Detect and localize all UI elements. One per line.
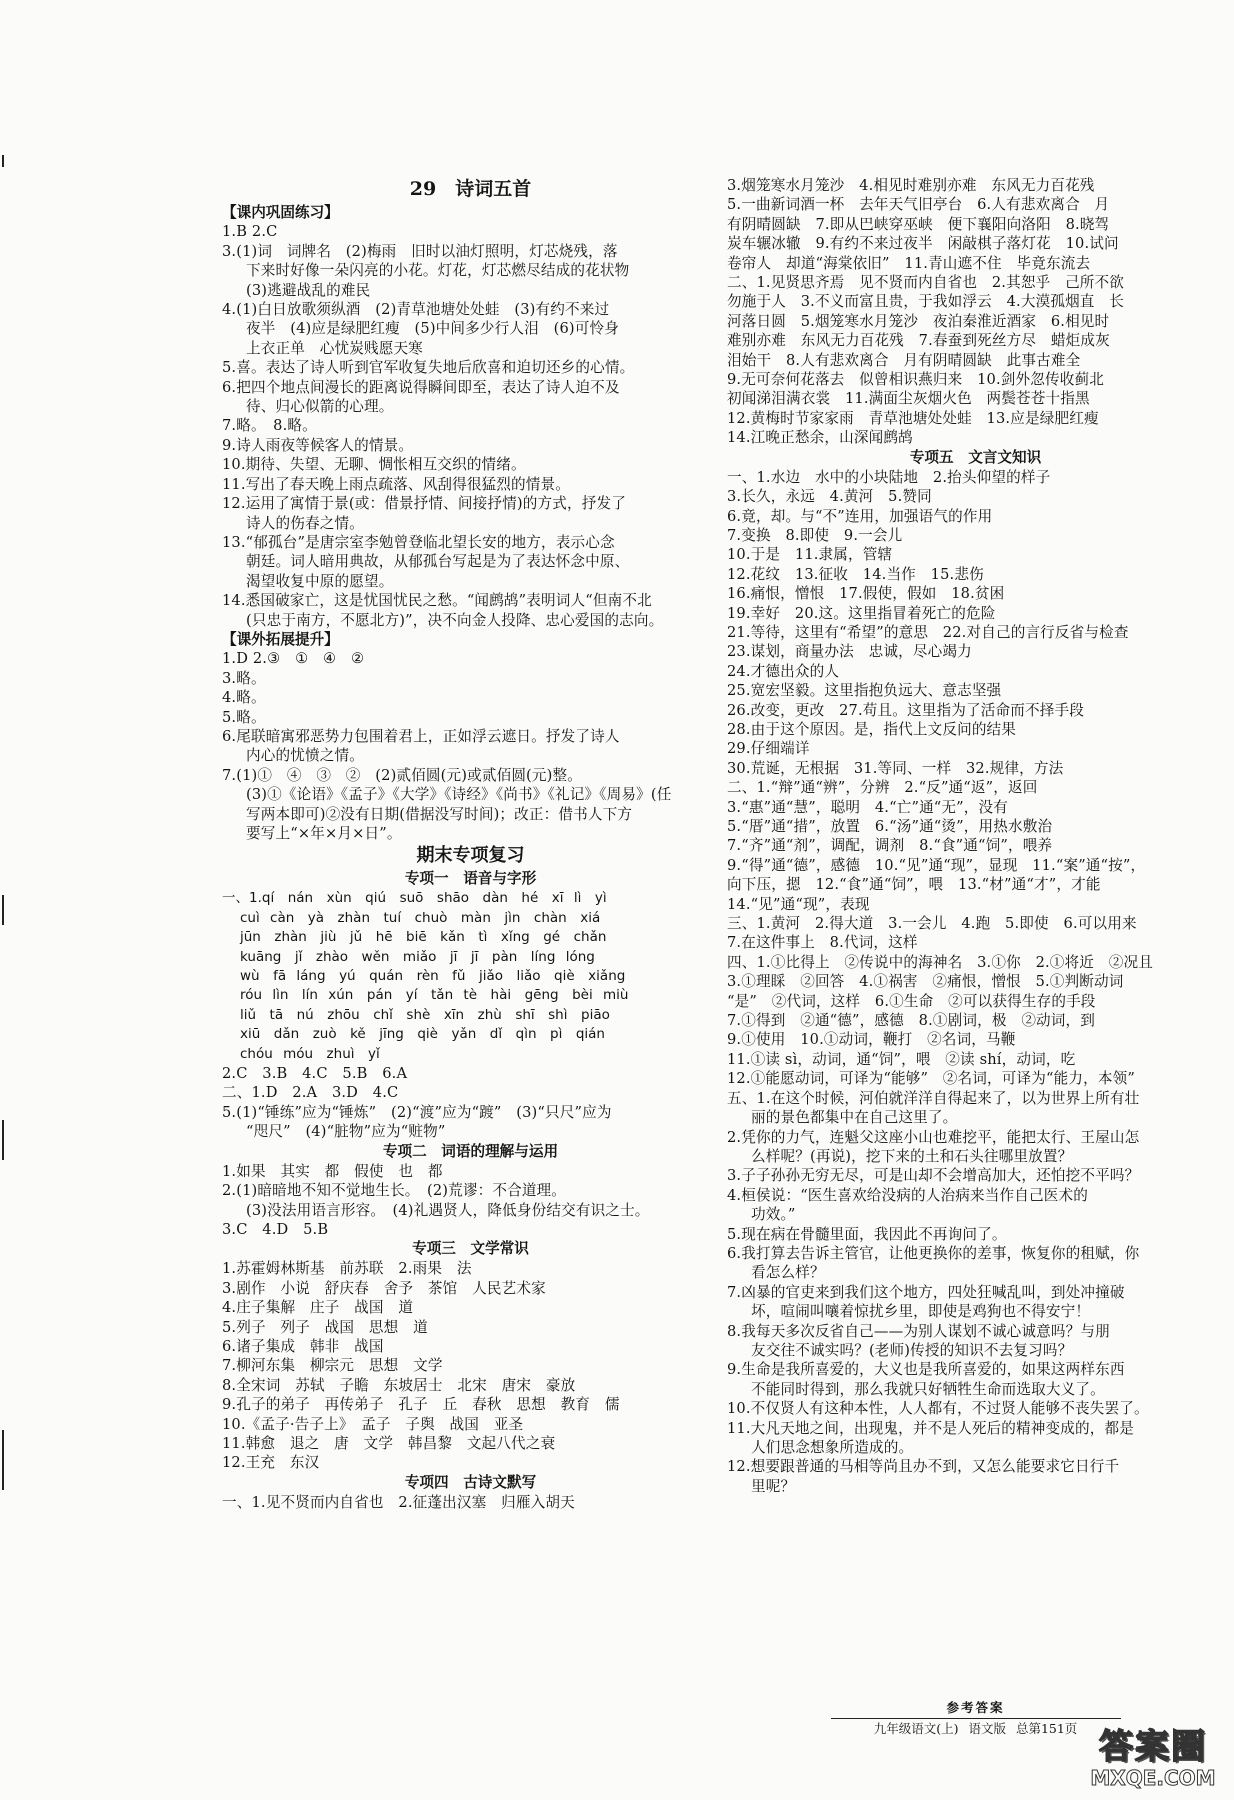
answer-line: 24.才德出众的人 [727, 662, 840, 680]
answer-line: 8.全宋词 苏轼 子瞻 东坡居士 北宋 唐宋 豪放 [222, 1376, 576, 1394]
answer-line: 二、1.D 2.A 3.D 4.C [222, 1084, 399, 1102]
answer-line: 8.我每天多次反省自己——为别人谋划不诚心诚意吗？与朋 [727, 1322, 1110, 1340]
answer-line: 25.宽宏坚毅。这里指抱负远大、意志坚强 [727, 682, 1002, 700]
answer-line: 5.列子 列子 战国 思想 道 [222, 1318, 428, 1336]
answer-line: 7.①得到 ②通“德”，感德 8.①剧词，极 ②动词，到 [727, 1012, 1096, 1030]
answer-list [222, 1162, 719, 1240]
answer-line: 3.①理睬 ②回答 4.①祸害 ②痛恨，憎恨 5.①判断动词 [727, 973, 1124, 991]
answer-line: 么样呢？(再说)，挖下来的土和石头往哪里放置？ [751, 1147, 1073, 1165]
subsection-heading: 专项三 文学常识 [412, 1240, 529, 1258]
answer-line: 人们思念想象所造成的。 [751, 1439, 914, 1456]
answer-line: 3.C 4.D 5.B [222, 1220, 329, 1238]
answer-line: 三、1.黄河 2.得大道 3.一会儿 4.跑 5.即使 6.可以用来 [727, 915, 1137, 933]
footer-title: 参考答案 [946, 1700, 1005, 1715]
answer-line: 12.花纹 13.征收 14.当作 15.悲伤 [727, 565, 984, 583]
answer-line: 朝廷。词人暗用典故，从郁孤台写起是为了表达怀念中原、 [246, 553, 630, 571]
answer-line: 五、1.在这个时候，河伯就洋洋自得起来了，以为世界上所有壮 [727, 1089, 1140, 1107]
answer-line: 四、1.①比得上 ②传说中的海神名 3.①你 2.①将近 ②况且 [727, 953, 1154, 971]
answer-line: 9.①使用 10.①动词，鞭打 ②名词，马鞭 [727, 1031, 1016, 1049]
answer-line: 6.我打算去告诉主管官，让他更换你的差事，恢复你的租赋，你 [727, 1244, 1140, 1262]
answer-line: (只忠于南方，不愿北方)”，决不向金人投降、忠心爱国的志向。 [246, 611, 664, 629]
scan-edge-mark [2, 1120, 4, 1160]
scan-edge-mark [2, 155, 4, 167]
answer-line: 上衣正单 心忧炭贱愿天寒 [246, 339, 423, 357]
answer-line: 12.想要跟普通的马相等尚且办不到，又怎么能要求它日行千 [727, 1458, 1120, 1476]
answer-line: 3.(1)词 词牌名 (2)梅雨 旧时以油灯照明，灯芯烧残，落 [222, 242, 618, 260]
answer-line: 23.谋划，商量办法 忠诚，尽心竭力 [727, 643, 972, 661]
answer-line: 11.①读 sì，动词，通“饲”，喂 ②读 shí，动词，吃 [727, 1050, 1076, 1068]
answer-line: 河落日圆 5.烟笼寒水月笼沙 夜泊秦淮近酒家 6.相见时 [727, 312, 1110, 330]
subsection-heading: 专项四 古诗文默写 [404, 1473, 537, 1491]
answer-list [222, 1259, 719, 1472]
answer-line: 功效。” [751, 1206, 796, 1224]
answer-line: 2.(1)暗暗地不知不觉地生长。 (2)荒谬：不合道理。 [222, 1182, 567, 1200]
answer-line: 炭车辗冰辙 9.有约不来过夜半 闲敲棋子落灯花 10.试问 [727, 235, 1119, 253]
answer-line: 难别亦难 东风无力百花残 7.春蚕到死丝方尽 蜡炬成灰 [727, 332, 1110, 350]
review-title: 期末专项复习 [416, 845, 525, 867]
answer-line: 里呢？ [751, 1477, 796, 1495]
footer-grade: 九年级语文(上) [873, 1721, 959, 1736]
footer-edition: 语文版 [968, 1721, 1006, 1736]
answer-line: 泪始干 8.人有悲欢离合 月有阴晴圆缺 此事古难全 [727, 351, 1081, 369]
answer-line: 26.改变，更改 27.苟且。这里指为了活命而不择手段 [727, 701, 1084, 719]
answer-line: 11.写出了春天晚上雨点疏落、风刮得很猛烈的情景。 [222, 475, 571, 493]
answer-line: 6.诸子集成 韩非 战国 [222, 1337, 384, 1355]
pinyin-line: xiū dǎn zuò kě jīng qiè yǎn dǐ qìn pì qián [240, 1026, 605, 1043]
answer-line: 3.烟笼寒水月笼沙 4.相见时难别亦难 东风无力百花残 [727, 177, 1095, 194]
answer-line: 29.仔细端详 [727, 740, 810, 758]
answer-line: 要写上“×年×月×日”。 [246, 825, 402, 842]
answer-list [222, 222, 719, 630]
answer-line: 7.“齐”通“剂”，调配，调剂 8.“食”通“饲”，喂养 [727, 837, 1053, 855]
pinyin-line: 一、1.qí nán xùn qiú suō shāo dàn hé xī lì yì [222, 890, 607, 907]
answer-line: 丽的景色都集中在自己这里了。 [751, 1109, 958, 1127]
pinyin-answers [222, 889, 719, 1064]
answer-line: 19.幸好 20.这。这里指冒着死亡的危险 [727, 604, 996, 622]
pinyin-line: cuì càn yà zhàn tuí chuò màn jìn chàn xiá [240, 909, 601, 926]
subsection-heading: 专项五 文言文知识 [909, 448, 1042, 466]
section-heading: 【课内巩固练习】 [222, 204, 339, 221]
answer-line: 5.喜。表达了诗人听到官军收复失地后欣喜和迫切还乡的心情。 [222, 359, 635, 377]
pinyin-line: liǔ tā nú zhōu chǐ shè xīn zhù shī shì piāo [240, 1006, 610, 1023]
answer-line: 10.于是 11.隶属，管辖 [727, 546, 893, 564]
lesson-title: 29 诗词五首 [409, 178, 532, 200]
answer-line: 1.D 2.③ ① ④ ② [222, 650, 365, 668]
answer-line: 向下压，摁 12.“食”通“饲”，喂 13.“材”通“才”，才能 [727, 876, 1101, 894]
answer-line: 7.在这件事上 8.代词，这样 [727, 934, 918, 952]
answer-line: 12.黄梅时节家家雨 青草池塘处处蛙 13.应是绿肥红瘦 [727, 409, 1099, 427]
answer-line: 有阴晴圆缺 7.即从巴峡穿巫峡 便下襄阳向洛阳 8.晓驾 [727, 215, 1110, 233]
answer-line: 9.无可奈何花落去 似曾相识燕归来 10.剑外忽传收蓟北 [727, 371, 1104, 389]
watermark-logo [1078, 1727, 1228, 1795]
answer-line: 诗人的伤春之情。 [246, 514, 364, 532]
answer-line: (3)逃避战乱的难民 [246, 281, 371, 299]
answer-line: 4.庄子集解 庄子 战国 道 [222, 1299, 414, 1317]
answer-line: “是” ②代词，这样 6.①生命 ②可以获得生存的手段 [727, 992, 1096, 1010]
answer-line: 1.B 2.C [222, 223, 278, 241]
section-heading: 【课外拓展提升】 [222, 630, 339, 648]
answer-line: 夜半 (4)应是绿肥红瘦 (5)中间多少行人泪 (6)可怜身 [246, 320, 619, 338]
subsection-heading: 专项一 语音与字形 [404, 870, 537, 888]
answer-line: 6.尾联暗寓邪恶势力包围着君上，正如浮云遮日。抒发了诗人 [222, 727, 620, 745]
footer-divider [831, 1718, 1121, 1719]
answer-line: 友交往不诚实吗？(老师)传授的知识不去复习吗？ [751, 1341, 1073, 1359]
answer-line: 28.由于这个原因。是，指代上文反问的结果 [727, 720, 1017, 738]
answer-line: 10.期待、失望、无聊、惆怅相互交织的情绪。 [222, 456, 526, 474]
answer-line: 3.长久，永远 4.黄河 5.赞同 [727, 488, 932, 506]
answer-line: 待、归心似箭的心理。 [246, 398, 394, 416]
answer-line: 4.桓侯说：“医生喜欢给没病的人治病来当作自己医术的 [727, 1186, 1088, 1204]
answer-line: 4.略。 [222, 689, 266, 707]
subsection-heading: 专项二 词语的理解与运用 [382, 1142, 559, 1160]
scan-edge-mark [2, 1430, 4, 1490]
answer-line: 9.诗人雨夜等候客人的情景。 [222, 436, 414, 454]
answer-line: 不能同时得到，那么我就只好牺牲生命而选取大义了。 [751, 1380, 1105, 1398]
pinyin-line: wù fā láng yú quán rèn fǔ jiǎo liǎo qiè xiǎng [240, 968, 626, 985]
answer-line: 21.等待，这里有“希望”的意思 22.对自己的言行反省与检查 [727, 623, 1129, 641]
answer-line: 一、1.水边 水中的小块陆地 2.抬头仰望的样子 [727, 468, 1051, 486]
answer-line: 3.子子孙孙无穷无尽，可是山却不会增高加大，还怕挖不平吗？ [727, 1167, 1140, 1185]
answer-line: 5.(1)“锤练”应为“锤炼” (2)“渡”应为“踱” (3)“只尺”应为 [222, 1103, 612, 1121]
pinyin-line: róu lìn lín xún pán yí tǎn tè hài gēng bèi miù [240, 987, 629, 1004]
answer-line: 7.略。 8.略。 [222, 417, 317, 435]
pinyin-line: kuāng jǐ zhào wěn miǎo jī jī pàn líng lóng [240, 948, 595, 965]
answer-line: 二、1.见贤思齐焉 见不贤而内自省也 2.其恕乎 己所不欲 [727, 274, 1125, 292]
answer-line: 2.凭你的力气，连魁父这座小山也难挖平，能把太行、王屋山怎 [727, 1128, 1140, 1146]
answer-list [727, 468, 1224, 1497]
answer-list [222, 1493, 719, 1512]
watermark-text: 答案圈 [1099, 1727, 1207, 1767]
scan-edge-mark [2, 895, 4, 925]
answer-line: 7.凶暴的官吏来到我们这个地方，四处狂喊乱叫，到处冲撞破 [727, 1283, 1125, 1301]
answer-line: 5.一曲新词酒一杯 去年天气旧亭台 6.人有悲欢离合 月 [727, 196, 1110, 214]
answer-line: 11.大凡天地之间，出现鬼，并不是人死后的精神变成的，都是 [727, 1419, 1134, 1437]
answer-line: 12.①能愿动词，可译为“能够” ②名词，可译为“能力，本领” [727, 1070, 1135, 1088]
answer-line: 下来时好像一朵闪亮的小花。灯花，灯芯燃尽结成的花状物 [246, 262, 630, 280]
answer-line: 6.把四个地点间漫长的距离说得瞬间即至，表达了诗人迫不及 [222, 378, 620, 396]
answer-line: 14.江晚正愁余，山深闻鹧鸪 [727, 429, 913, 447]
answer-line: 1.苏霍姆林斯基 前苏联 2.雨果 法 [222, 1260, 472, 1278]
answer-line: 二、1.“辩”通“辨”，分辨 2.“反”通“返”，返回 [727, 779, 1038, 797]
answer-line: 9.孔子的弟子 再传弟子 孔子 丘 春秋 思想 教育 儒 [222, 1396, 620, 1414]
answer-line: 4.(1)白日放歌须纵酒 (2)青草池塘处处蛙 (3)有约不来过 [222, 301, 610, 319]
answer-line: 3.略。 [222, 669, 266, 687]
answer-line: 一、1.见不贤而内自省也 2.征蓬出汉塞 归雁入胡天 [222, 1493, 575, 1511]
watermark-url: MXQE.COM [1090, 1766, 1216, 1790]
answer-line: 10.不仅贤人有这种本性，人人都有，不过贤人能够不丧失罢了。 [727, 1400, 1149, 1418]
answer-line: 6.竟，却。与“不”连用，加强语气的作用 [727, 507, 993, 525]
answer-line: 3.“惠”通“慧”，聪明 4.“亡”通“无”，没有 [727, 798, 1009, 816]
answer-line: 坏，喧闹叫嚷着惊扰乡里，即使是鸡狗也不得安宁！ [751, 1303, 1091, 1321]
answer-line: 初闻涕泪满衣裳 11.满面尘灰烟火色 两鬓苍苍十指黑 [727, 390, 1090, 408]
answer-line: 看怎么样？ [751, 1264, 825, 1282]
answer-line: 13.“郁孤台”是唐宗室李勉曾登临北望长安的地方，表示心念 [222, 533, 615, 551]
answer-line: “咫尺” (4)“脏物”应为“赃物” [246, 1123, 446, 1141]
answer-line: 5.略。 [222, 708, 266, 726]
answer-line: 16.痛恨，憎恨 17.假使，假如 18.贫困 [727, 585, 1005, 603]
answer-line: 勿施于人 3.不义而富且贵，于我如浮云 4.大漠孤烟直 长 [727, 293, 1125, 311]
answer-line: 7.变换 8.即使 9.一会儿 [727, 526, 903, 544]
pinyin-line: chóu móu zhuì yǐ [240, 1045, 380, 1062]
answer-line: 5.现在病在骨髓里面，我因此不再询问了。 [727, 1225, 1007, 1243]
answer-line: 9.生命是我所喜爱的，大义也是我所喜爱的，如果这两样东西 [727, 1361, 1125, 1379]
answer-line: 14.悉国破家亡，这是忧国忧民之愁。“闻鹧鸪”表明词人“但南不北 [222, 592, 652, 610]
answer-line: 写两本即可)②没有日期(借据没写时间)；改正：借书人下方 [246, 805, 633, 823]
answer-line: 14.“见”通“现”，表现 [727, 895, 870, 913]
answer-line: 11.韩愈 退之 唐 文学 韩昌黎 文起八代之衰 [222, 1434, 556, 1452]
answer-line: 30.荒诞，无根据 31.等同、一样 32.规律，方法 [727, 759, 1064, 777]
right-column [727, 176, 1224, 1496]
answer-line: 1.如果 其实 都 假使 也 都 [222, 1162, 443, 1180]
answer-line: 3.剧作 小说 舒庆春 舍予 茶馆 人民艺术家 [222, 1279, 546, 1297]
answer-line: 渴望收复中原的愿望。 [246, 572, 394, 590]
answer-line: (3)①《论语》《孟子》《大学》《诗经》《尚书》《礼记》《周易》(任 [246, 786, 672, 804]
answer-line: 2.C 3.B 4.C 5.B 6.A [222, 1065, 408, 1083]
answer-line: (3)没法用语言形容。 (4)礼遇贤人，降低身份结交有识之士。 [246, 1201, 650, 1219]
left-column [222, 176, 719, 1512]
answer-line: 7.柳河东集 柳宗元 思想 文学 [222, 1357, 443, 1375]
answer-line: 卷帘人 却道“海棠依旧” 11.青山遮不住 毕竟东流去 [727, 254, 1091, 272]
answer-line: 内心的忧愤之情。 [246, 747, 364, 765]
answer-line: 7.(1)① ④ ③ ② (2)贰佰圆(元)或贰佰圆(元)整。 [222, 766, 582, 784]
footer-page-number: 总第151页 [1015, 1721, 1078, 1736]
answer-list [222, 649, 719, 843]
answer-line: 12.王充 东汉 [222, 1454, 320, 1472]
answer-line: 10.《孟子·告子上》 孟子 子舆 战国 亚圣 [222, 1415, 524, 1433]
answer-list [222, 1064, 719, 1142]
answer-line: 9.“得”通“德”，感德 10.“见”通“现”，显现 11.“案”通“按”， [727, 856, 1146, 874]
answer-line: 5.“厝”通“措”，放置 6.“汤”通“烫”，用热水敷治 [727, 818, 1053, 835]
answer-line: 12.运用了寓情于景(或：借景抒情、间接抒情)的方式，抒发了 [222, 495, 626, 513]
answer-list [727, 176, 1224, 448]
pinyin-line: jūn zhàn jiù jǔ hē biē kǎn tì xǐng gé chǎn [240, 929, 607, 946]
